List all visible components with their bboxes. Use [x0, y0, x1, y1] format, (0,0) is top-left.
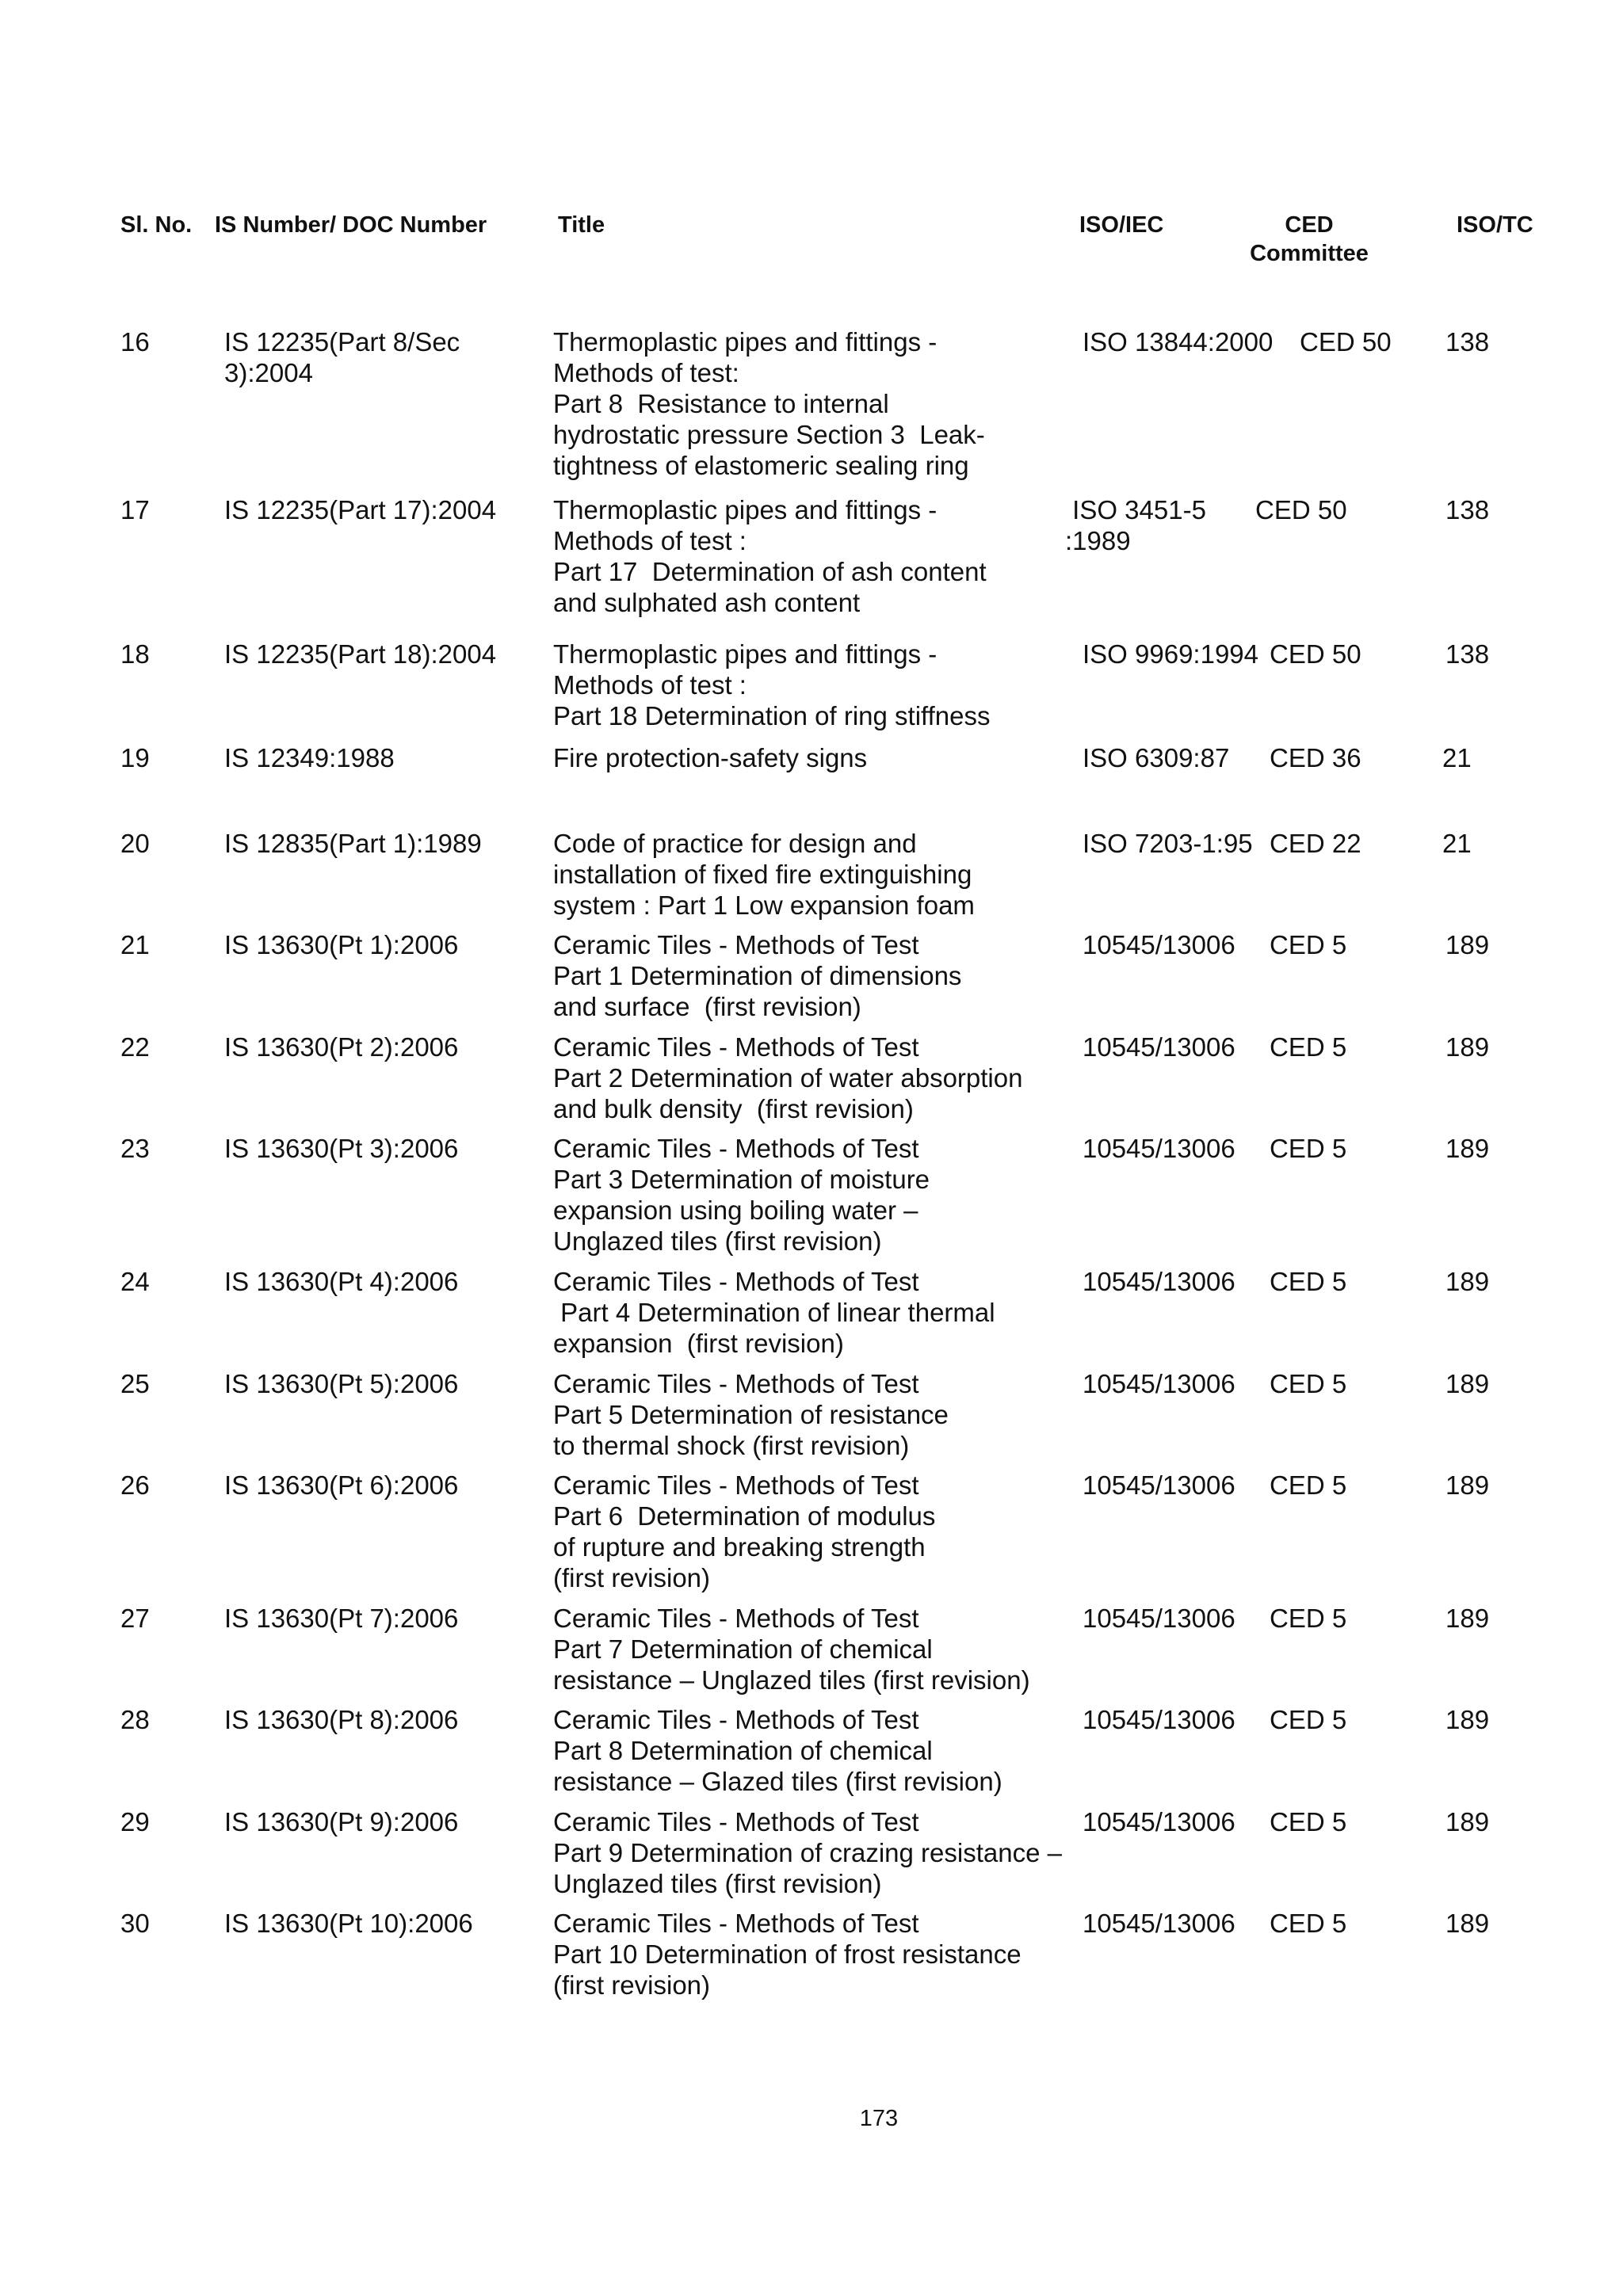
sl-no-cell: 16 [120, 327, 150, 357]
iso-iec-cell: 10545/13006 [1083, 1470, 1235, 1500]
sl-no-cell: 22 [120, 1032, 150, 1062]
header-iso-iec: ISO/IEC [1079, 212, 1164, 238]
is-number-cell: IS 13630(Pt 5):2006 [224, 1369, 459, 1398]
iso-tc-cell: 138 [1445, 327, 1490, 357]
sl-no-cell: 24 [120, 1267, 150, 1296]
is-number-cell: IS 13630(Pt 6):2006 [224, 1470, 459, 1500]
is-number-cell: IS 13630(Pt 2):2006 [224, 1032, 459, 1062]
header-ced-line1: CED [1285, 212, 1334, 238]
is-number-cell: IS 12235(Part 8/Sec 3):2004 [224, 327, 460, 387]
sl-no-cell: 28 [120, 1705, 150, 1734]
sl-no-cell: 17 [120, 495, 150, 524]
title-cell: Ceramic Tiles - Methods of Test Part 4 Determination of linear thermal expansion (first revision) [553, 1267, 995, 1358]
sl-no-cell: 23 [120, 1134, 150, 1163]
ced-committee-cell: CED 5 [1270, 1470, 1347, 1500]
iso-iec-cell: ISO 7203-1:95 [1083, 829, 1253, 858]
ced-committee-cell: CED 5 [1270, 1032, 1347, 1062]
iso-iec-cell: 10545/13006 [1083, 1134, 1235, 1163]
iso-iec-cell: 10545/13006 [1083, 1909, 1235, 1938]
iso-iec-cell: 10545/13006 [1083, 1032, 1235, 1062]
is-number-cell: IS 13630(Pt 7):2006 [224, 1604, 459, 1633]
ced-committee-cell: CED 50 [1255, 495, 1347, 524]
ced-committee-cell: CED 5 [1270, 1604, 1347, 1633]
title-cell: Ceramic Tiles - Methods of Test Part 2 Determination of water absorption and bulk density (first revision) [553, 1032, 1023, 1123]
is-number-cell: IS 13630(Pt 10):2006 [224, 1909, 473, 1938]
iso-tc-cell: 189 [1445, 1134, 1490, 1163]
title-cell: Ceramic Tiles - Methods of Test Part 5 Determination of resistance to thermal shock (first revision) [553, 1369, 949, 1460]
header-is-number: IS Number/ DOC Number [215, 212, 487, 238]
iso-tc-cell: 189 [1445, 1267, 1490, 1296]
is-number-cell: IS 13630(Pt 1):2006 [224, 930, 459, 959]
title-cell: Thermoplastic pipes and fittings - Methods of test : Part 18 Determination of ring stiffness [553, 639, 991, 730]
is-number-cell: IS 12235(Part 17):2004 [224, 495, 497, 524]
iso-iec-cell: ISO 6309:87 [1083, 743, 1230, 772]
ced-committee-cell: CED 5 [1270, 1705, 1347, 1734]
is-number-cell: IS 13630(Pt 8):2006 [224, 1705, 459, 1734]
iso-iec-cell: 10545/13006 [1083, 1807, 1235, 1836]
sl-no-cell: 26 [120, 1470, 150, 1500]
iso-tc-cell: 189 [1445, 1032, 1490, 1062]
table-header [0, 211, 1623, 274]
sl-no-cell: 27 [120, 1604, 150, 1633]
iso-iec-cell: 10545/13006 [1083, 1705, 1235, 1734]
ced-committee-cell: CED 50 [1270, 639, 1361, 669]
iso-iec-cell: ISO 13844:2000 [1083, 327, 1274, 357]
is-number-cell: IS 13630(Pt 3):2006 [224, 1134, 459, 1163]
iso-tc-cell: 21 [1442, 743, 1472, 772]
sl-no-cell: 30 [120, 1909, 150, 1938]
ced-committee-cell: CED 5 [1270, 1807, 1347, 1836]
sl-no-cell: 25 [120, 1369, 150, 1398]
iso-iec-cell: ISO 9969:1994 [1083, 639, 1259, 669]
title-cell: Ceramic Tiles - Methods of Test Part 9 Determination of crazing resistance – Unglazed tiles (first revision) [553, 1807, 1062, 1898]
ced-committee-cell: CED 5 [1270, 1909, 1347, 1938]
iso-tc-cell: 189 [1445, 930, 1490, 959]
sl-no-cell: 18 [120, 639, 150, 669]
sl-no-cell: 19 [120, 743, 150, 772]
title-cell: Fire protection-safety signs [553, 743, 868, 772]
title-cell: Ceramic Tiles - Methods of Test Part 1 Determination of dimensions and surface (first revision) [553, 930, 962, 1021]
ced-committee-cell: CED 36 [1270, 743, 1361, 772]
ced-committee-cell: CED 5 [1270, 1267, 1347, 1296]
header-ced-committee [1246, 211, 1373, 268]
title-cell: Ceramic Tiles - Methods of Test Part 7 Determination of chemical resistance – Unglazed tiles (first revision) [553, 1604, 1030, 1695]
title-cell: Thermoplastic pipes and fittings - Methods of test : Part 17 Determination of ash content and sulphated ash content [553, 495, 987, 617]
header-title: Title [558, 212, 605, 238]
iso-tc-cell: 189 [1445, 1470, 1490, 1500]
ced-committee-cell: CED 22 [1270, 829, 1361, 858]
title-cell: Thermoplastic pipes and fittings - Methods of test: Part 8 Resistance to internal hydrostatic pressure Section 3 Leak- tightness of elastomeric sealing ring [553, 327, 985, 480]
iso-iec-cell: 10545/13006 [1083, 1604, 1235, 1633]
iso-tc-cell: 21 [1442, 829, 1472, 858]
title-cell: Ceramic Tiles - Methods of Test Part 3 Determination of moisture expansion using boiling water – Unglazed tiles (first revision) [553, 1134, 930, 1256]
is-number-cell: IS 13630(Pt 9):2006 [224, 1807, 459, 1836]
title-cell: Ceramic Tiles - Methods of Test Part 10 Determination of frost resistance (first revision) [553, 1909, 1022, 2000]
iso-tc-cell: 189 [1445, 1909, 1490, 1938]
is-number-cell: IS 12349:1988 [224, 743, 395, 772]
sl-no-cell: 20 [120, 829, 150, 858]
ced-committee-cell: CED 5 [1270, 1369, 1347, 1398]
title-cell: Ceramic Tiles - Methods of Test Part 8 Determination of chemical resistance – Glazed tiles (first revision) [553, 1705, 1002, 1796]
iso-tc-cell: 189 [1445, 1604, 1490, 1633]
iso-tc-cell: 189 [1445, 1705, 1490, 1734]
title-cell: Ceramic Tiles - Methods of Test Part 6 Determination of modulus of rupture and breaking strength (first revision) [553, 1470, 936, 1592]
is-number-cell: IS 12235(Part 18):2004 [224, 639, 497, 669]
ced-committee-cell: CED 5 [1270, 930, 1347, 959]
iso-iec-cell: 10545/13006 [1083, 930, 1235, 959]
iso-tc-cell: 189 [1445, 1807, 1490, 1836]
sl-no-cell: 21 [120, 930, 150, 959]
iso-iec-cell: 10545/13006 [1083, 1267, 1235, 1296]
iso-tc-cell: 189 [1445, 1369, 1490, 1398]
title-cell: Code of practice for design and installation of fixed fire extinguishing system : Part 1 Low expansion foam [553, 829, 975, 920]
header-iso-tc: ISO/TC [1457, 212, 1533, 238]
header-ced-line2: Committee [1250, 241, 1369, 266]
header-sl-no: Sl. No. [120, 212, 193, 238]
ced-committee-cell: CED 50 [1300, 327, 1392, 357]
ced-committee-cell: CED 5 [1270, 1134, 1347, 1163]
page-number: 173 [859, 2106, 899, 2131]
is-number-cell: IS 12835(Part 1):1989 [224, 829, 482, 858]
is-number-cell: IS 13630(Pt 4):2006 [224, 1267, 459, 1296]
sl-no-cell: 29 [120, 1807, 150, 1836]
page-footer [0, 2106, 1623, 2132]
iso-iec-cell: 10545/13006 [1083, 1369, 1235, 1398]
iso-tc-cell: 138 [1445, 495, 1490, 524]
iso-tc-cell: 138 [1445, 639, 1490, 669]
iso-iec-cell: ISO 3451-5 :1989 [1065, 495, 1206, 555]
